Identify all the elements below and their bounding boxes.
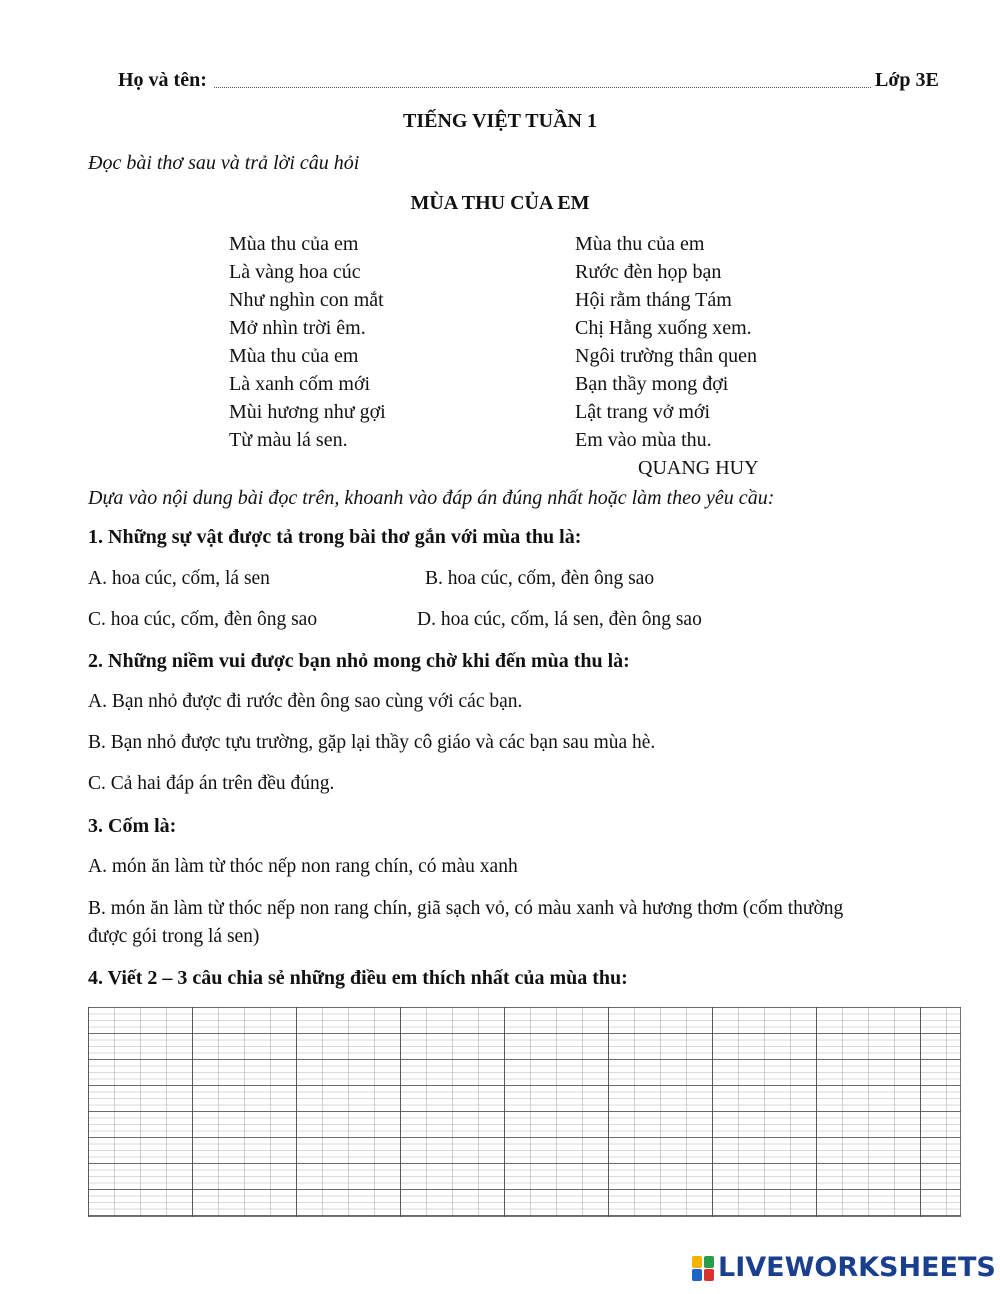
name-label: Họ và tên:	[118, 69, 207, 91]
poem-line: Mở nhìn trời êm.	[229, 317, 366, 339]
class-label: Lớp 3E	[875, 69, 939, 91]
q1-option-a[interactable]: A. hoa cúc, cốm, lá sen	[88, 568, 270, 589]
poem-line: Là xanh cốm mới	[229, 373, 371, 395]
poem-line: Mùa thu của em	[229, 233, 359, 255]
q3-option-b[interactable]: B. món ăn làm từ thóc nếp non rang chín, giã sạch vỏ, có màu xanh và hương thơm (cốm thường	[88, 898, 844, 919]
question-4: 4. Viết 2 – 3 câu chia sẻ những điều em thích nhất của mùa thu:	[88, 967, 628, 989]
poem-line: Là vàng hoa cúc	[229, 261, 361, 283]
poem-title: MÙA THU CỦA EM	[410, 192, 590, 214]
q1-option-c[interactable]: C. hoa cúc, cốm, đèn ông sao	[88, 609, 318, 630]
poem-line: Từ màu lá sen.	[229, 429, 348, 451]
poem-line: Chị Hằng xuống xem.	[575, 317, 752, 339]
poem-line: Mùa thu của em	[575, 233, 705, 255]
poem-line: Em vào mùa thu.	[575, 429, 712, 451]
q2-option-b[interactable]: B. Bạn nhỏ được tựu trường, gặp lại thầy cô giáo và các bạn sau mùa hè.	[88, 732, 656, 753]
name-input-line[interactable]	[214, 87, 871, 88]
poem-author: QUANG HUY	[638, 457, 759, 479]
logo-text: LIVEWORKSHEETS	[718, 1252, 996, 1283]
poem-right-column	[575, 230, 757, 454]
q2-option-c[interactable]: C. Cả hai đáp án trên đều đúng.	[88, 773, 335, 794]
reading-instruction: Đọc bài thơ sau và trả lời câu hỏi	[88, 152, 360, 174]
poem-line: Bạn thầy mong đợi	[575, 373, 729, 395]
task-instruction: Dựa vào nội dung bài đọc trên, khoanh vào đáp án đúng nhất hoặc làm theo yêu cầu:	[88, 487, 775, 509]
page-title: TIẾNG VIỆT TUẦN 1	[403, 110, 597, 132]
logo-icon	[692, 1254, 716, 1282]
poem-left-column	[229, 230, 386, 454]
poem-line: Mùa thu của em	[229, 345, 359, 367]
question-1: 1. Những sự vật được tả trong bài thơ gắn với mùa thu là:	[88, 526, 582, 548]
q2-option-a[interactable]: A. Bạn nhỏ được đi rước đèn ông sao cùng với các bạn.	[88, 691, 523, 712]
q3-option-b-continued: được gói trong lá sen)	[88, 926, 260, 947]
writing-grid[interactable]	[88, 1007, 961, 1217]
poem-line: Lật trang vở mới	[575, 401, 711, 423]
poem-line: Hội rằm tháng Tám	[575, 289, 732, 311]
poem-line: Rước đèn họp bạn	[575, 261, 722, 283]
q1-option-b[interactable]: B. hoa cúc, cốm, đèn ông sao	[425, 568, 655, 589]
poem-line: Ngôi trường thân quen	[575, 345, 757, 367]
liveworksheets-logo	[692, 1252, 996, 1284]
q3-option-a[interactable]: A. món ăn làm từ thóc nếp non rang chín, có màu xanh	[88, 856, 518, 877]
question-2: 2. Những niềm vui được bạn nhỏ mong chờ khi đến mùa thu là:	[88, 650, 630, 672]
q1-option-d[interactable]: D. hoa cúc, cốm, lá sen, đèn ông sao	[417, 609, 702, 630]
question-3: 3. Cốm là:	[88, 815, 177, 837]
poem-line: Mùi hương như gợi	[229, 401, 386, 423]
poem-line: Như nghìn con mắt	[229, 289, 384, 311]
